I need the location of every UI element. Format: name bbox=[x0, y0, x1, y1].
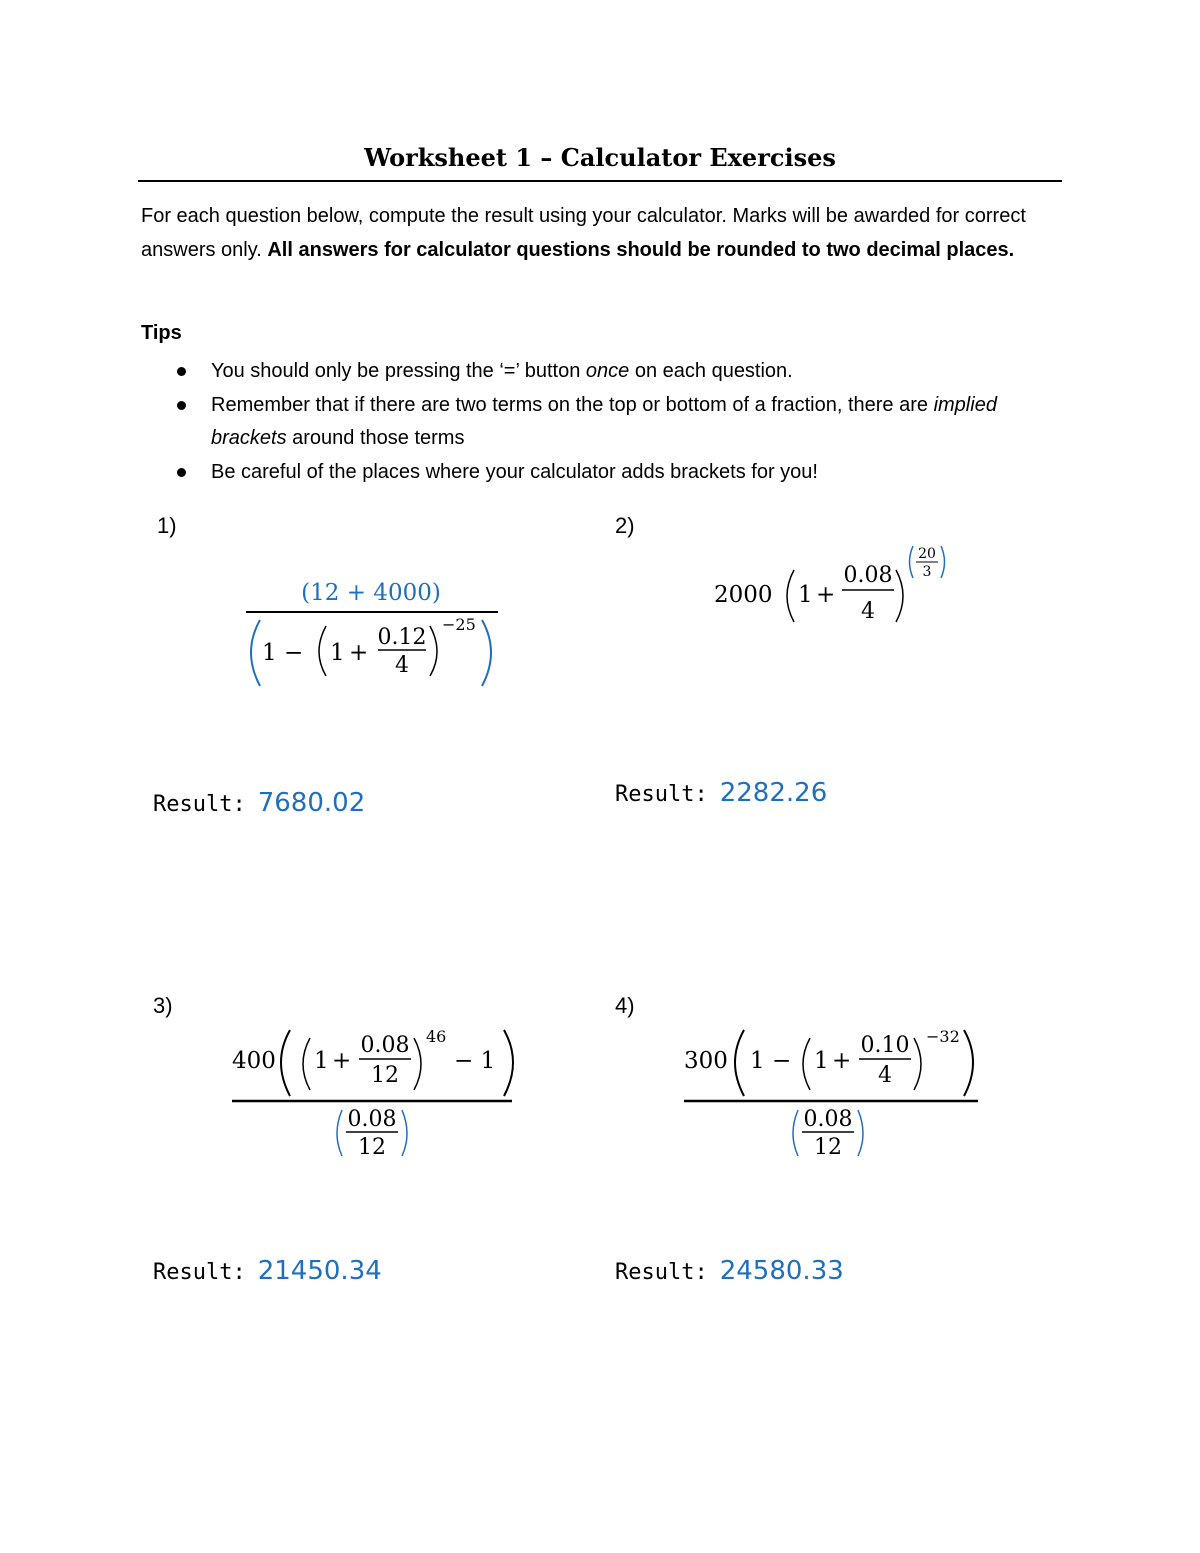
q2-frac-numerator: 0.08 bbox=[843, 563, 893, 588]
q4-den-denominator: 12 bbox=[814, 1135, 842, 1160]
q2-plus: + bbox=[816, 582, 836, 608]
tip-emphasis: once bbox=[585, 360, 630, 382]
q1-frac-denominator: 4 bbox=[395, 653, 409, 678]
question-1-number: 1) bbox=[157, 513, 177, 538]
q3-den-left-bracket bbox=[337, 1110, 342, 1156]
q1-inner-one: 1 bbox=[330, 640, 345, 666]
question-3-expression bbox=[228, 1022, 518, 1162]
question-2-expression bbox=[708, 540, 958, 630]
intro-paragraph bbox=[141, 200, 1056, 267]
q3-den-numerator: 0.08 bbox=[347, 1107, 397, 1132]
q1-exponent: −25 bbox=[442, 615, 476, 634]
question-2-result bbox=[615, 778, 827, 808]
q1-plus: + bbox=[349, 640, 369, 666]
q4-coefficient: 300 bbox=[684, 1048, 728, 1074]
result-label: Result: bbox=[153, 792, 246, 817]
q3-minus-one: − 1 bbox=[454, 1048, 496, 1074]
q2-exp-left-bracket bbox=[910, 546, 914, 578]
page-title: Worksheet 1 – Calculator Exercises bbox=[364, 143, 836, 172]
q4-frac-denominator: 4 bbox=[878, 1063, 892, 1088]
q4-inner-left-bracket bbox=[803, 1038, 810, 1090]
q4-outer-left-bracket bbox=[735, 1030, 744, 1096]
tip-item bbox=[141, 389, 1021, 455]
q3-one: 1 bbox=[314, 1048, 329, 1074]
q2-left-bracket bbox=[787, 570, 794, 622]
q1-left-bracket bbox=[251, 620, 260, 686]
result-label: Result: bbox=[153, 1260, 246, 1285]
q4-den-numerator: 0.08 bbox=[803, 1107, 853, 1132]
q4-den-right-bracket bbox=[858, 1110, 863, 1156]
tip-item bbox=[141, 456, 1021, 489]
q1-frac-numerator: 0.12 bbox=[377, 625, 427, 650]
q1-one: 1 bbox=[262, 640, 277, 666]
q1-inner-left-bracket bbox=[319, 626, 326, 676]
question-1-expression bbox=[238, 570, 508, 695]
q3-outer-left-bracket bbox=[281, 1030, 290, 1096]
result-label: Result: bbox=[615, 1260, 708, 1285]
q3-outer-right-bracket bbox=[504, 1030, 513, 1096]
tip-text: Remember that if there are two terms on the top or bottom of a fraction, there are bbox=[211, 394, 934, 416]
q2-frac-denominator: 4 bbox=[861, 599, 875, 624]
q2-one: 1 bbox=[798, 582, 813, 608]
q4-frac-numerator: 0.10 bbox=[860, 1033, 910, 1058]
tip-text: Be careful of the places where your calculator adds brackets for you! bbox=[211, 461, 818, 483]
result-value: 2282.26 bbox=[719, 778, 828, 808]
result-value: 24580.33 bbox=[719, 1256, 844, 1286]
q4-plus: + bbox=[832, 1048, 852, 1074]
q2-coefficient: 2000 bbox=[714, 582, 773, 608]
q1-inner-right-bracket bbox=[430, 626, 437, 676]
q1-minus: − bbox=[284, 640, 304, 666]
intro-bold-text: All answers for calculator questions should be rounded to two decimal places. bbox=[267, 238, 1015, 261]
q1-numerator: (12 + 4000) bbox=[301, 580, 441, 606]
q4-outer-right-bracket bbox=[964, 1030, 973, 1096]
q2-right-bracket bbox=[896, 570, 903, 622]
tip-text: on each question. bbox=[629, 360, 793, 382]
q3-coefficient: 400 bbox=[232, 1048, 276, 1074]
result-label: Result: bbox=[615, 782, 708, 807]
q4-inner-right-bracket bbox=[914, 1038, 921, 1090]
q3-frac-numerator: 0.08 bbox=[360, 1033, 410, 1058]
q2-exp-numerator: 20 bbox=[918, 546, 936, 562]
intro-text: For each question below, compute the result using your calculator. Marks will be awarded for correct answers only. bbox=[141, 205, 1026, 261]
question-4-result bbox=[615, 1256, 844, 1286]
tip-item bbox=[141, 355, 1021, 388]
q4-den-left-bracket bbox=[793, 1110, 798, 1156]
question-4-expression bbox=[680, 1022, 985, 1162]
tip-text: You should only be pressing the ‘=’ button bbox=[211, 360, 586, 382]
q2-exp-denominator: 3 bbox=[922, 564, 932, 580]
q3-inner-right-bracket bbox=[414, 1038, 421, 1090]
q4-exponent: −32 bbox=[926, 1027, 960, 1046]
question-3-number: 3) bbox=[153, 993, 173, 1018]
q4-one: 1 bbox=[750, 1048, 765, 1074]
q3-inner-left-bracket bbox=[303, 1038, 310, 1090]
q3-frac-denominator: 12 bbox=[371, 1063, 399, 1088]
tip-text: around those terms bbox=[286, 427, 465, 449]
question-3-result bbox=[153, 1256, 382, 1286]
title-underline bbox=[138, 180, 1062, 182]
result-value: 21450.34 bbox=[257, 1256, 382, 1286]
q3-den-right-bracket bbox=[402, 1110, 407, 1156]
tips-heading: Tips bbox=[141, 322, 182, 344]
q3-plus: + bbox=[332, 1048, 352, 1074]
q4-inner-one: 1 bbox=[814, 1048, 829, 1074]
q3-exponent: 46 bbox=[426, 1027, 447, 1046]
result-value: 7680.02 bbox=[257, 788, 366, 818]
q4-minus: − bbox=[772, 1048, 792, 1074]
tip-emphasis: implied brackets bbox=[211, 394, 997, 449]
q1-right-bracket bbox=[482, 620, 491, 686]
question-1-result bbox=[153, 788, 365, 818]
question-4-number: 4) bbox=[615, 993, 635, 1018]
tips-list bbox=[141, 355, 1021, 489]
question-2-number: 2) bbox=[615, 513, 635, 538]
q3-den-denominator: 12 bbox=[358, 1135, 386, 1160]
q2-exp-right-bracket bbox=[941, 546, 945, 578]
